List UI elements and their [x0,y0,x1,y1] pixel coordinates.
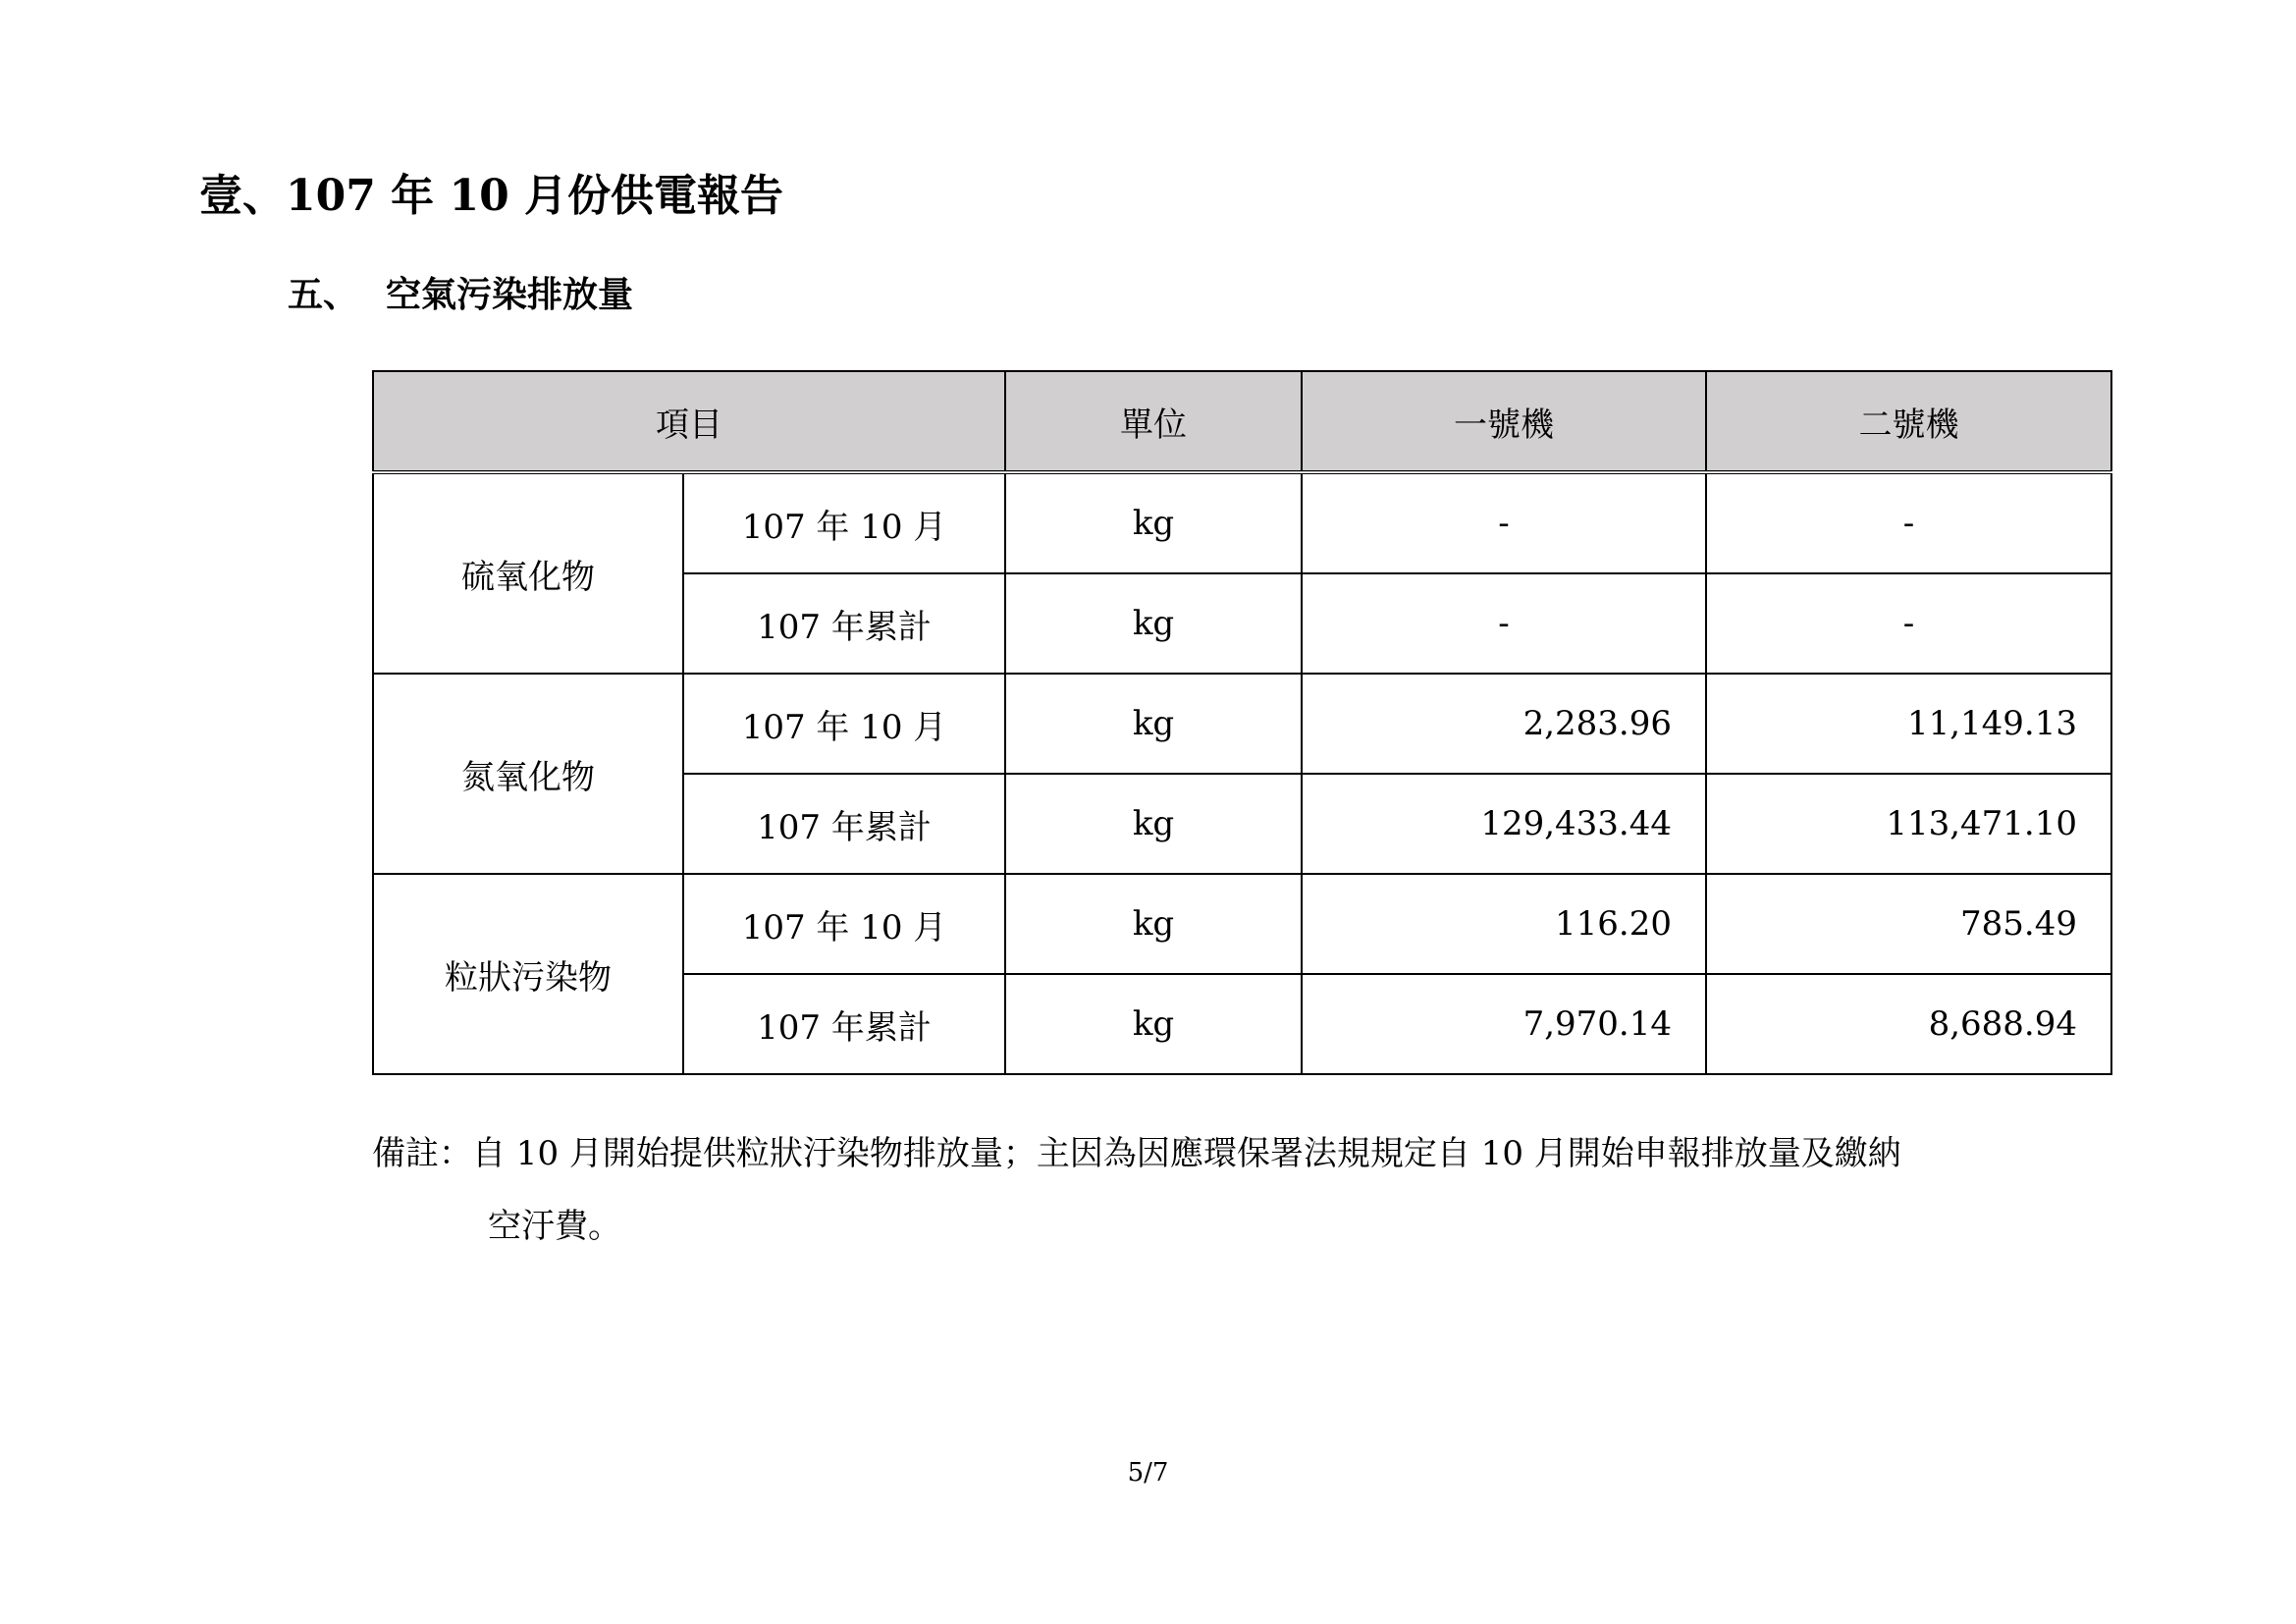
period-cell: 107 年累計 [683,974,1005,1074]
unit1-value: 2,283.96 [1302,674,1706,774]
table-header-row [373,371,2111,472]
unit-cell: kg [1005,774,1302,874]
unit-cell: kg [1005,974,1302,1074]
period-cell: 107 年 10 月 [683,472,1005,573]
table-row [373,472,2111,573]
footnote [372,1117,1901,1263]
unit-cell: kg [1005,674,1302,774]
unit2-value: - [1706,573,2111,674]
table-row [373,874,2111,974]
header-unit2: 二號機 [1706,371,2111,472]
period-cell: 107 年累計 [683,774,1005,874]
unit-cell: kg [1005,874,1302,974]
unit1-value: 129,433.44 [1302,774,1706,874]
page-number: 5/7 [1127,1458,1169,1488]
period-cell: 107 年累計 [683,573,1005,674]
report-heading: 壹、107 年 10 月份供電報告 [199,171,784,221]
unit1-value: 7,970.14 [1302,974,1706,1074]
period-cell: 107 年 10 月 [683,674,1005,774]
header-unit1: 一號機 [1302,371,1706,472]
footnote-line-2: 空汙費。 [488,1207,621,1246]
section-number: 五、 [288,274,359,315]
unit1-value: 116.20 [1302,874,1706,974]
table-row [373,674,2111,774]
footnote-line-1: 備註：自 10 月開始提供粒狀汙染物排放量；主因為因應環保署法規規定自 10 月開始申報排放量及繳納 [372,1134,1901,1173]
pollutant-name: 氮氧化物 [373,674,683,874]
section-heading [288,269,633,320]
unit1-value: - [1302,472,1706,573]
period-cell: 107 年 10 月 [683,874,1005,974]
pollutant-name: 粒狀污染物 [373,874,683,1074]
unit2-value: 11,149.13 [1706,674,2111,774]
section-title: 空氣污染排放量 [386,274,634,315]
header-unit: 單位 [1005,371,1302,472]
unit2-value: 785.49 [1706,874,2111,974]
unit2-value: 113,471.10 [1706,774,2111,874]
emissions-table [372,370,2112,1075]
header-item: 項目 [373,371,1005,472]
unit2-value: - [1706,472,2111,573]
unit2-value: 8,688.94 [1706,974,2111,1074]
unit-cell: kg [1005,573,1302,674]
pollutant-name: 硫氧化物 [373,472,683,674]
unit-cell: kg [1005,472,1302,573]
unit1-value: - [1302,573,1706,674]
